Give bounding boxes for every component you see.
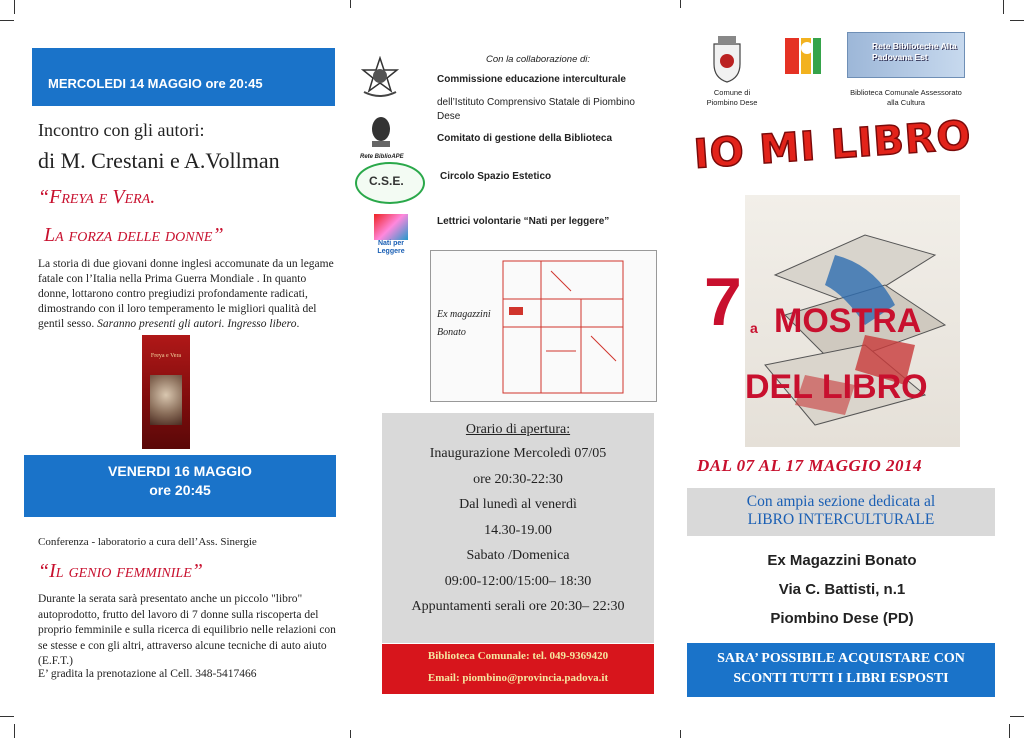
crop-mark [0, 716, 14, 717]
mostra-label: MOSTRA [774, 302, 922, 340]
rete-biblioape-label: Rete BiblioAPE [360, 154, 404, 160]
opening-hours-panel [382, 413, 654, 643]
venue-city: Piombino Dese (PD) [770, 610, 914, 627]
contact-email: Email: piombino@provincia.padova.it [427, 672, 609, 684]
section-box [687, 488, 995, 536]
collab-4: Circolo Spazio Estetico [440, 171, 552, 182]
book-title-line1: “Freya e Vera. [38, 186, 156, 208]
book-cover-photo [150, 375, 182, 425]
hours-line-3: Dal lunedì al venerdì [459, 497, 577, 512]
collab-2: dell’Istituto Comprensivo Statale di Piombino Dese [437, 97, 635, 122]
event2-header-line2: ore 20:45 [149, 482, 211, 498]
event2-header-box [24, 455, 336, 517]
logo1-caption: Comune di Piombino Dese [706, 88, 758, 107]
crop-mark [1003, 0, 1004, 14]
crop-mark [1010, 20, 1024, 21]
crop-mark [0, 20, 14, 21]
venue-address: Via C. Battisti, n.1 [778, 581, 906, 598]
book-title-line2: La forza delle donne” [44, 224, 224, 246]
fold-mark [680, 730, 681, 738]
hours-line-4: 14.30-19.00 [484, 522, 552, 538]
crop-mark [1010, 716, 1024, 717]
map-label-1: Ex magazzini [437, 309, 491, 320]
section-line-1: Con ampia sezione dedicata al [746, 493, 936, 510]
republic-emblem-icon [360, 56, 400, 98]
talk-description: Durante la serata sarà presentato anche un piccolo "libro" autoprodotto, frutto del lavoro di 7 donne sulla riscoperta del proprio femminile e sulla ricerca di equilibrio nelle relazioni con se stesse e con gli altri, attraverso alcune tecniche di auto aiuto (E.F.T.) [38, 593, 336, 667]
del-libro-label: DEL LIBRO [745, 368, 928, 406]
comune-coat-of-arms-icon [710, 34, 744, 84]
crop-mark [1009, 724, 1010, 738]
fold-mark [350, 730, 351, 738]
rete-biblioteche-logo [847, 32, 965, 78]
crop-mark [14, 724, 15, 738]
section-line-2: LIBRO INTERCULTURALE [747, 511, 935, 528]
map-label-2: Bonato [437, 327, 466, 338]
hours-line-1: Inaugurazione Mercoledì 07/05 [429, 446, 607, 461]
booking-line: E’ gradita la prenotazione al Cell. 348-5417466 [38, 668, 257, 680]
collab-5: Lettrici volontarie “Nati per leggere” [437, 216, 610, 227]
hours-line-6: 09:00-12:00/15:00– 18:30 [444, 573, 592, 589]
collab-1: Commissione educazione interculturale [437, 74, 626, 85]
main-title: IO MI LIBRO [692, 112, 974, 178]
crop-mark [14, 0, 15, 14]
contact-box [382, 644, 654, 694]
map-streets [431, 251, 656, 401]
intro-text: Incontro con gli autori: [38, 120, 205, 140]
contact-phone: Biblioteca Comunale: tel. 049-9369420 [427, 650, 609, 662]
nati-logo-line2: Leggere [377, 248, 405, 255]
event-dates: DAL 07 AL 17 MAGGIO 2014 [697, 456, 922, 475]
cse-logo [355, 162, 425, 204]
edition-suffix: a [750, 320, 758, 336]
book-cover [142, 335, 190, 449]
nati-per-leggere-logo [374, 214, 408, 268]
event1-header-box [32, 48, 335, 106]
fold-mark [680, 0, 681, 8]
logo3-caption: Biblioteca Comunale Assessorato alla Cultura [850, 88, 962, 107]
sale-box [687, 643, 995, 697]
hours-line-7: Appuntamenti serali ore 20:30– 22:30 [411, 599, 625, 614]
description-text: La storia di due giovani donne inglesi accomunate da un legame fatale con l’Italia nella Prima Guerra Mondiale . In quanto donne, lottarono contro pregiudizi profondamente radicati, dimostrando con il loro temperamento le migliori qualità del gentil sesso. [38, 258, 334, 330]
sale-line-2: SCONTI TUTTI I LIBRI ESPOSTI [733, 671, 949, 686]
hours-title: Orario di apertura: [465, 422, 571, 437]
description-italic: Saranno presenti gli autori. Ingresso libero [97, 318, 297, 330]
nati-logo-image [374, 214, 408, 240]
conference-line: Conferenza - laboratorio a cura dell’Ass. Sinergie [38, 536, 257, 548]
event1-description: La storia di due giovani donne inglesi accomunate da un legame fatale con l’Italia nella Prima Guerra Mondiale . In quanto donne, lottarono contro pregiudizi profondamente radicati, dimostrando con il loro temperamento le migliori qualità del gentil sesso. Saranno presenti gli autori. Ingresso libero. [38, 258, 334, 330]
rete-biblioteche-text: Rete Biblioteche Alta Padovana Est [872, 41, 957, 62]
edition-number: 7 [704, 264, 742, 340]
hours-line-5: Sabato /Domenica [466, 548, 570, 563]
location-map [430, 250, 657, 402]
book-cover-title: Freya e Vera [150, 353, 182, 359]
talk-title: “Il genio femminile” [38, 560, 203, 582]
nati-logo-line1: Nati per [377, 240, 405, 247]
authors: di M. Crestani e A.Vollman [38, 148, 280, 173]
event1-header: MERCOLEDI 14 MAGGIO ore 20:45 [48, 76, 263, 91]
cse-logo-text: C.S.E. [369, 174, 404, 188]
collab-header: Con la collaborazione di: [486, 54, 591, 65]
fold-mark [350, 0, 351, 8]
rete-biblioape-logo-icon [366, 115, 396, 151]
event2-header-line1: VENERDI 16 MAGGIO [108, 463, 252, 479]
sale-line-1: SARA’ POSSIBILE ACQUISTARE CON [717, 651, 965, 666]
collab-3: Comitato di gestione della Biblioteca [437, 133, 613, 144]
biblioteca-logo-icon [783, 34, 823, 78]
venue-name: Ex Magazzini Bonato [767, 552, 917, 569]
hours-line-2: ore 20:30-22:30 [473, 471, 563, 487]
